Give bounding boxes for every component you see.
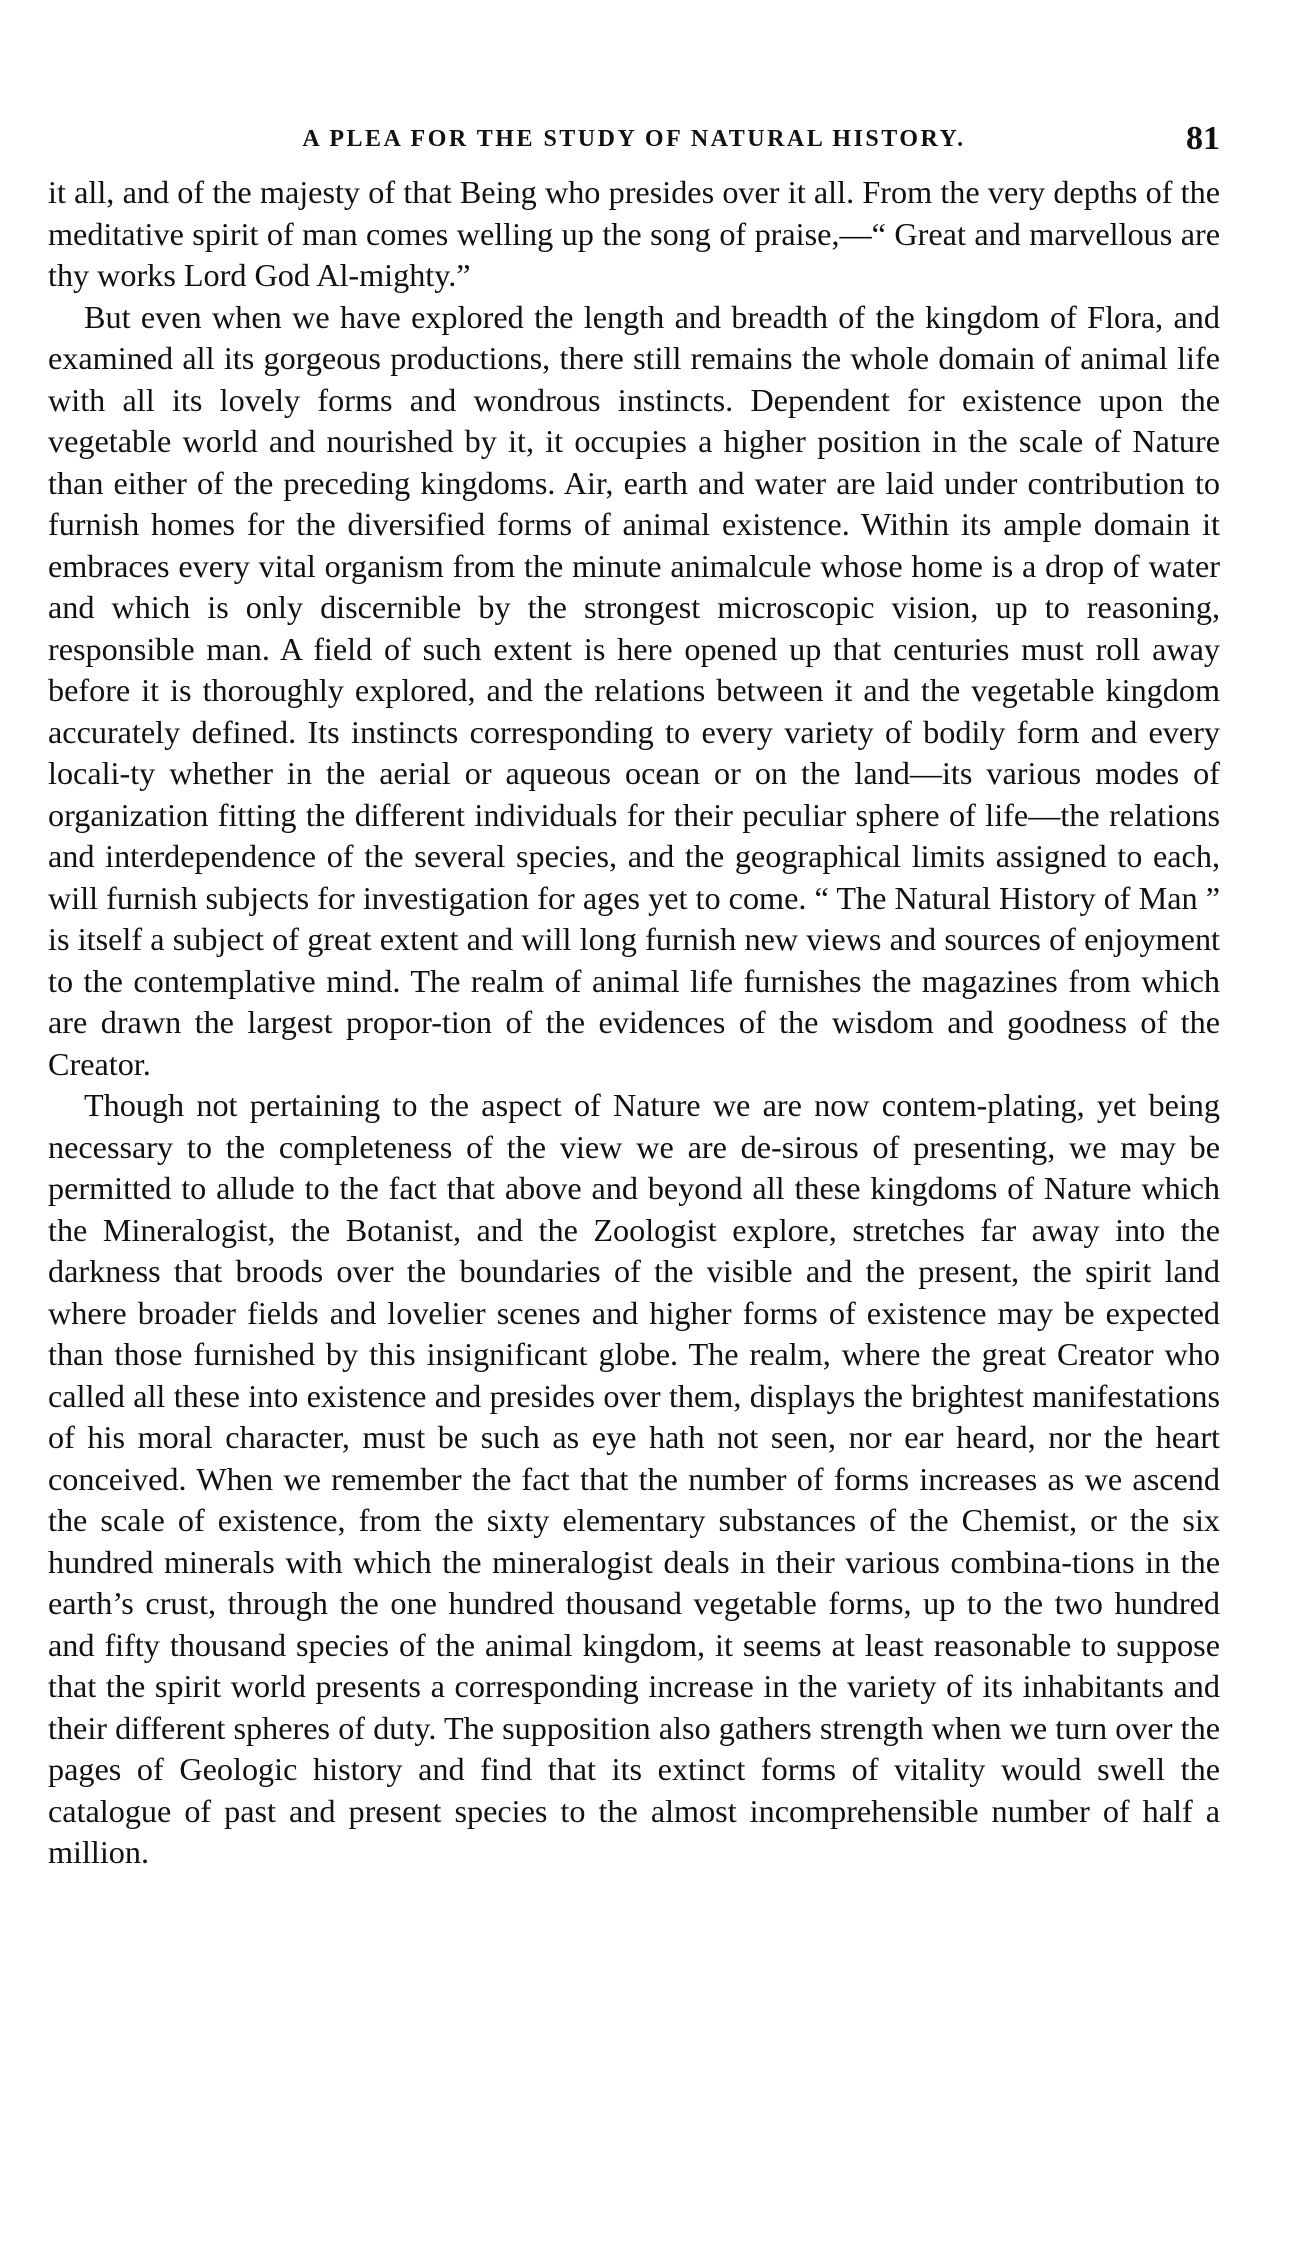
paragraph-spirit-land: Though not pertaining to the aspect of Nature we are now contem-plating, yet being necessary to the completeness of the view we are de-sirous of presenting, we may be permitted to allude to the fact that above and beyond all these kingdoms of Nature which the Mineralogist, the Botanist, and the Zoologist explore, stretches far away into the darkness that broods over the boundaries of the visible and the present, the spirit land where broader fields and lovelier scenes and higher forms of existence may be expected than those furnished by this insignificant globe. The realm, where the great Creator who called all these into existence and presides over them, displays the brightest manifestations of his moral character, must be such as eye hath not seen, nor ear heard, nor the heart conceived. When we remember the fact that the number of forms increases as we ascend the scale of existence, from the sixty elementary substances of the Chemist, or the six hundred minerals with which the mineralogist deals in their various combina-tions in the earth’s crust, through the one hundred thousand vegetable forms, up to the two hundred and fifty thousand species of the animal kingdom, it seems at least reasonable to suppose that the spirit world presents a corresponding increase in the variety of its inhabitants and their different spheres of duty. The supposition also gathers strength when we turn over the pages of Geologic history and find that its extinct forms of vitality would swell the catalogue of past and present species to the almost incomprehensible number of half a million.: [48, 1087, 1220, 1870]
running-head: [48, 110, 1220, 160]
page-number: 81: [1186, 120, 1220, 157]
paragraph-continuation: it all, and of the majesty of that Being who presides over it all. From the very depths of the meditative spirit of man comes welling up the song of praise,—“ Great and marvellous are thy works Lord God Al-mighty.”: [48, 174, 1220, 293]
book-page: [48, 110, 1220, 2230]
running-title: A PLEA FOR THE STUDY OF NATURAL HISTORY.: [302, 126, 966, 152]
body-text: [48, 172, 1220, 1874]
paragraph-animal-kingdom: But even when we have explored the length and breadth of the kingdom of Flora, and examined all its gorgeous productions, there still remains the whole domain of animal life with all its lovely forms and wondrous instincts. Dependent for existence upon the vegetable world and nourished by it, it occupies a higher position in the scale of Nature than either of the preceding kingdoms. Air, earth and water are laid under contribution to furnish homes for the diversified forms of animal existence. Within its ample domain it embraces every vital organism from the minute animalcule whose home is a drop of water and which is only discernible by the strongest microscopic vision, up to reasoning, responsible man. A field of such extent is here opened up that centuries must roll away before it is thoroughly explored, and the relations between it and the vegetable kingdom accurately defined. Its instincts corresponding to every variety of bodily form and every locali-ty whether in the aerial or aqueous ocean or on the land—its various modes of organization fitting the different individuals for their peculiar sphere of life—the relations and interdependence of the several species, and the geographical limits assigned to each, will furnish subjects for investigation for ages yet to come. “ The Natural History of Man ” is itself a subject of great extent and will long furnish new views and sources of enjoyment to the contemplative mind. The realm of animal life furnishes the magazines from which are drawn the largest propor-tion of the evidences of the wisdom and goodness of the Creator.: [48, 298, 1220, 1082]
